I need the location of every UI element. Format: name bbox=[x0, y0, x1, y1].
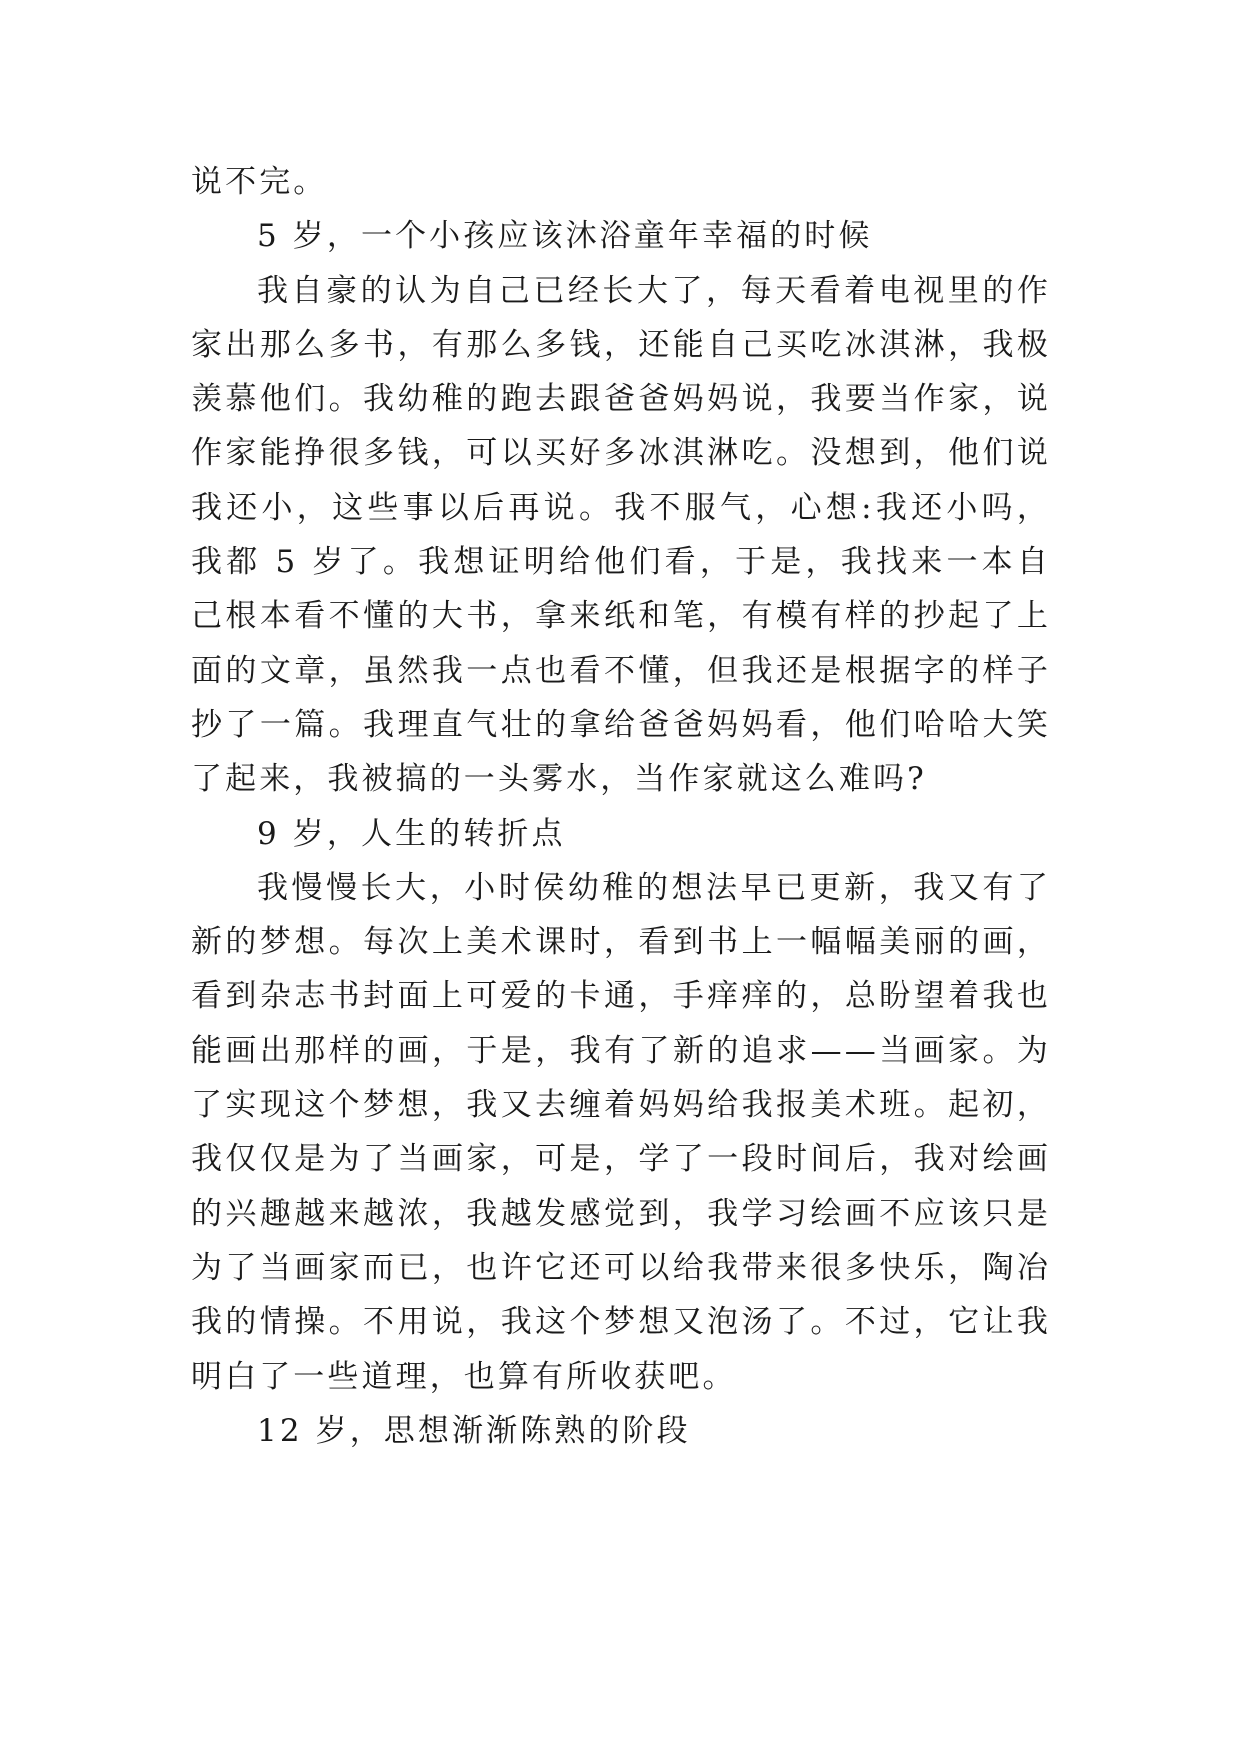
document-body bbox=[191, 155, 1051, 1458]
paragraph-age-5: 我自豪的认为自己已经长大了，每天看着电视里的作家出那么多书，有那么多钱，还能自己买吃冰淇淋，我极羡慕他们。我幼稚的跑去跟爸爸妈妈说，我要当作家，说作家能挣很多钱，可以买好多冰淇淋吃。没想到，他们说我还小，这些事以后再说。我不服气，心想:我还小吗，我都 5 岁了。我想证明给他们看，于是，我找来一本自己根本看不懂的大书，拿来纸和笔，有模有样的抄起了上面的文章，虽然我一点也看不懂，但我还是根据字的样子抄了一篇。我理直气壮的拿给爸爸妈妈看，他们哈哈大笑了起来，我被搞的一头雾水，当作家就这么难吗? bbox=[191, 272, 1051, 798]
paragraph-age-9: 我慢慢长大，小时侯幼稚的想法早已更新，我又有了新的梦想。每次上美术课时，看到书上一幅幅美丽的画，看到杂志书封面上可爱的卡通，手痒痒的，总盼望着我也能画出那样的画，于是，我有了新的追求——当画家。为了实现这个梦想，我又去缠着妈妈给我报美术班。起初，我仅仅是为了当画家，可是，学了一段时间后，我对绘画的兴趣越来越浓，我越发感觉到，我学习绘画不应该只是为了当画家而已，也许它还可以给我带来很多快乐，陶冶我的情操。不用说，我这个梦想又泡汤了。不过，它让我明白了一些道理，也算有所收获吧。 bbox=[191, 869, 1051, 1395]
section-heading-age-9: 9 岁，人生的转折点 bbox=[257, 815, 566, 852]
section-heading-age-12: 12 岁，思想渐渐陈熟的阶段 bbox=[257, 1412, 691, 1449]
paragraph-continuation: 说不完。 bbox=[191, 164, 328, 200]
section-heading-age-5: 5 岁，一个小孩应该沐浴童年幸福的时候 bbox=[257, 218, 873, 255]
